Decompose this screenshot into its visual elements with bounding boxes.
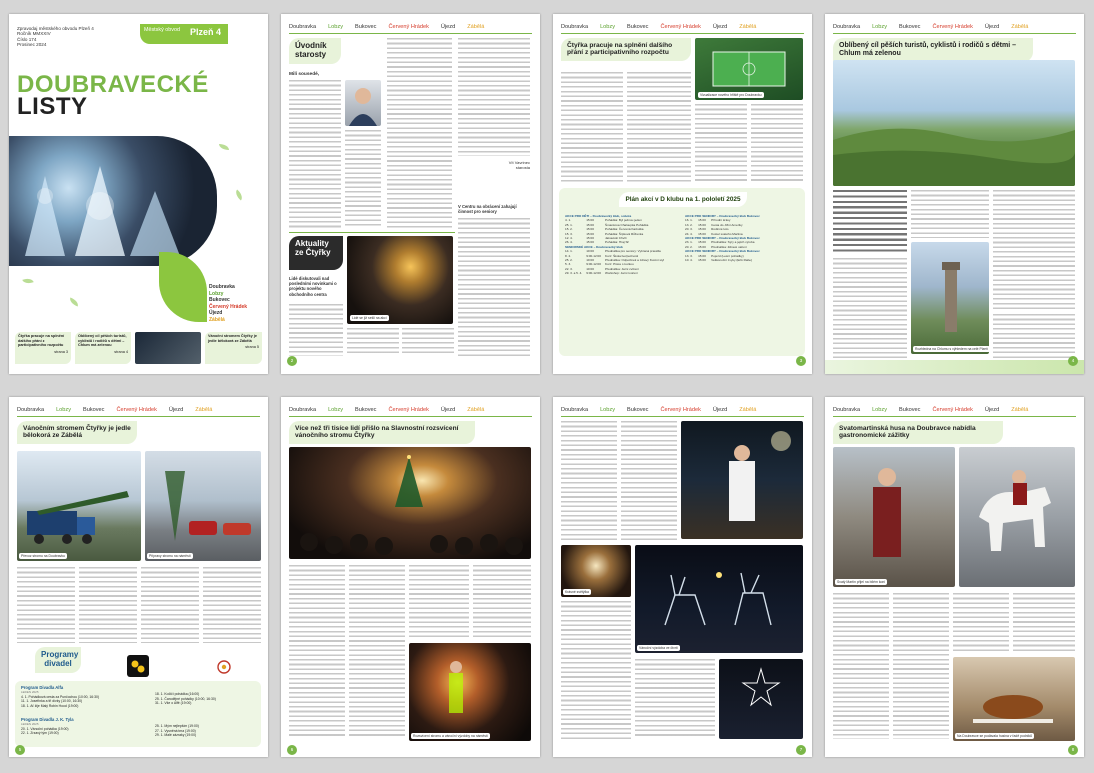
schedule-event: Šmankova Chaloupka Pohádka: [605, 222, 649, 227]
section-nav: [833, 24, 1076, 34]
teaser-page: strana 3: [54, 349, 68, 354]
page-number: 8: [1068, 745, 1078, 755]
news-photo: [347, 236, 453, 324]
nav-ujezd[interactable]: Újezd: [168, 407, 184, 413]
district-item: Újezd: [209, 310, 223, 317]
schedule-group-title: AKCE PRO DĚTI – Doubravecký klub, sobota: [565, 214, 632, 218]
schedule-event: Cesta do Jižní Ameriky: [711, 222, 743, 227]
schedule-event: Velikonoční zvyky (Erik Rabe): [711, 258, 753, 263]
nav-lobzy[interactable]: Lobzy: [328, 407, 343, 413]
nav-ujezd[interactable]: Újezd: [984, 24, 1000, 30]
text-column: [349, 565, 405, 739]
schedule-event: Přednáška pro seniory: Vybraná pravidla: [605, 249, 661, 254]
text-column: [289, 565, 345, 739]
nav-lobzy[interactable]: Lobzy: [328, 24, 343, 30]
page-2: [281, 14, 540, 374]
text-column: [473, 565, 531, 639]
feast-drawing: [953, 657, 1075, 741]
page-5: [9, 397, 268, 757]
news-heading: Aktuality ze Čtyřky: [289, 236, 343, 270]
news-lead: Lidé diskutovali nad posledními novinkami o projektu nového obchodního centra: [289, 276, 337, 297]
divider: [289, 232, 455, 233]
stage-photo: [409, 643, 531, 741]
alfa-subtitle: LEDEN 2025: [21, 690, 39, 694]
program-row: 18. 1. Ať žije Malý Robin Hood (19:00): [21, 703, 79, 708]
schedule-time: 10:00: [586, 266, 594, 271]
tree-crane-photo: [145, 451, 261, 561]
program-row: 27. 1. Vysněná tma (19:00): [155, 728, 196, 733]
schedule-date: 13. 3.: [685, 253, 693, 258]
alfa-program: [21, 685, 99, 708]
text-column: [561, 601, 631, 739]
nav-zabela[interactable]: Zábělá: [1011, 24, 1029, 30]
st-martin-photo: [833, 447, 955, 587]
page-number: 6: [287, 745, 297, 755]
schedule-date: 24. 4.: [685, 231, 693, 236]
schedule-time: 15:00: [586, 218, 594, 223]
schedule-event: Workshop: Jarní tvoření: [605, 271, 638, 276]
schedule-left: [563, 214, 681, 276]
schedule-group-title: SENIORSKÉ AKCE – Doubravecký klub: [565, 244, 623, 249]
nav-cerveny-hradek[interactable]: Červený Hrádek: [932, 24, 973, 30]
teaser-text: Oblíbený cíl pěších turistů, cyklistů i rodičů s dětmi – Chlum má zelenou: [78, 334, 127, 348]
text-column: [409, 565, 469, 639]
schedule-group-title: AKCE PRO SENIORY – Doubravecký klub Bukovec: [685, 214, 760, 218]
meta-line: Zpravodaj městského obvodu Plzeň 4: [17, 26, 94, 31]
text-column: [695, 104, 747, 182]
teaser-text: Čtyřka pracuje na splnění dalšího přání z participativního rozpočtu: [18, 334, 65, 348]
program-row: 11. 1. Josefínka a tři dívky (10:00, 16:30): [21, 699, 83, 704]
nav-zabela[interactable]: Zábělá: [467, 24, 485, 30]
schedule-event: Pohádka: Šípková Růženka: [605, 231, 644, 236]
teaser-box[interactable]: [15, 332, 71, 364]
text-column: [561, 421, 617, 541]
page-number: 4: [1068, 356, 1078, 366]
playground-drawing: [695, 38, 803, 100]
programs-box: [15, 681, 261, 747]
nav-ujezd[interactable]: Újezd: [440, 24, 456, 30]
schedule-time: 15:00: [698, 258, 706, 263]
schedule-right: [683, 214, 801, 262]
schedule-date: 25. 1.: [565, 222, 573, 227]
nav-doubravka[interactable]: Doubravka: [561, 24, 589, 30]
nav-bukovec[interactable]: Bukovec: [355, 24, 377, 30]
text-column: [751, 104, 803, 182]
klub-heading: Plán akcí v D klubu na 1. pololetí 2025: [619, 192, 747, 207]
photo-caption: Vánoční výzdoba ve čtvrti: [639, 646, 678, 650]
text-column: [993, 190, 1075, 310]
nav-cerveny-hradek[interactable]: Červený Hrádek: [388, 407, 429, 413]
schedule-time: 15:00: [698, 244, 706, 249]
schedule-time: 10:00: [586, 258, 594, 263]
teaser-photo: [135, 332, 201, 364]
nav-zabela[interactable]: Zábělá: [195, 407, 213, 413]
schedule-date: 16. 1.: [685, 218, 693, 223]
photo-caption: Vizualizace nového hřiště pro Doubravku: [700, 93, 762, 97]
meta-line: Ročník MMXXIV: [17, 31, 51, 37]
nav-zabela[interactable]: Zábělá: [1011, 407, 1029, 413]
text-column: [1013, 593, 1075, 653]
schedule-time: 9:00-12:00: [586, 271, 601, 276]
schedule-time: 15:00: [698, 240, 706, 245]
nav-lobzy[interactable]: Lobzy: [872, 24, 887, 30]
nav-zabela[interactable]: Zábělá: [467, 407, 485, 413]
text-column: [79, 567, 137, 643]
schedule-date: 15. 3.: [565, 231, 573, 236]
article-heading: Oblíbený cíl pěších turistů, cyklistů i rodičů s dětmi – Chlum má zelenou: [833, 38, 1033, 62]
text-column: [345, 130, 381, 228]
page-number: 7: [796, 745, 806, 755]
nav-bukovec[interactable]: Bukovec: [899, 407, 921, 413]
photo-caption: Na Doubravce se podávala husina v řadě podniků: [957, 734, 1033, 738]
lead-text-lines: [833, 190, 907, 252]
nav-cerveny-hradek[interactable]: Červený Hrádek: [388, 24, 429, 30]
article-heading: Čtyřka pracuje na splnění dalšího přání z participativního rozpočtu: [561, 38, 691, 61]
text-column: [289, 304, 343, 356]
schedule-date: 26. 4.: [565, 240, 573, 245]
district-item: Zábělá: [209, 316, 225, 323]
light-deer-photo: [635, 545, 803, 653]
district-item: Doubravka: [209, 284, 235, 290]
alfa-program-right: [155, 692, 216, 706]
text-column: [347, 328, 399, 356]
nav-cerveny-hradek[interactable]: Červený Hrádek: [116, 407, 157, 413]
nav-ujezd[interactable]: Újezd: [712, 407, 728, 413]
page-number: 5: [15, 745, 25, 755]
page-number: 2: [287, 356, 297, 366]
white-horse-photo: [959, 447, 1075, 587]
nav-lobzy[interactable]: Lobzy: [56, 407, 71, 413]
section-nav: [289, 24, 532, 34]
leaf-decor: [219, 144, 229, 150]
schedule-event: Přednáška: Jarní cvičení: [605, 266, 639, 271]
nav-doubravka[interactable]: Doubravka: [289, 407, 317, 413]
text-column: [561, 72, 623, 182]
horse-drawing: [959, 447, 1075, 587]
nav-doubravka[interactable]: Doubravka: [17, 407, 45, 413]
text-column: [141, 567, 199, 643]
schedule-date: 8. 2.: [565, 253, 572, 258]
schedule-event: Pojezd (Lesní pohádky): [711, 253, 744, 258]
text-column: [953, 593, 1009, 653]
nav-bukovec[interactable]: Bukovec: [83, 407, 105, 413]
nav-cerveny-hradek[interactable]: Červený Hrádek: [660, 24, 701, 30]
nav-lobzy[interactable]: Lobzy: [600, 407, 615, 413]
text-column: [833, 593, 889, 739]
program-row: 4. 1. Pohádková cesta za Punčochou (10:00, 16:30): [21, 694, 100, 699]
schedule-time: 15:00: [586, 240, 594, 245]
schedule-time: 15:00: [698, 231, 706, 236]
cover-meta: [17, 26, 94, 48]
page-3: [553, 14, 812, 374]
schedule-group-header: [683, 249, 762, 253]
djkt-subtitle: LEDEN 2025: [21, 722, 39, 726]
photo-caption: Lidé se již sešli na akci: [352, 316, 387, 320]
schedule-date: 15. 2.: [565, 227, 573, 232]
schedule-event: Přednáška: Zdravé vaření: [711, 244, 747, 249]
schedule-event: Kurz: Práce s kurkou: [605, 262, 634, 267]
schedule-event: Pohádka: Byl jednou jeden: [605, 218, 642, 223]
photo-caption: Krásné světýlka: [565, 590, 589, 594]
landscape-photo: [833, 60, 1075, 186]
meta-line: Prosinec 2024: [17, 42, 47, 48]
program-row: 22. 1. Zrzavý tým (19:00): [21, 731, 59, 736]
nav-ujezd[interactable]: Újezd: [984, 407, 1000, 413]
text-column: [289, 80, 341, 228]
truck-drawing: [17, 451, 141, 561]
teaser-box[interactable]: [205, 332, 262, 364]
text-column: [387, 38, 452, 228]
photo-caption: Svatý Martin přijel na bílém koni: [837, 580, 886, 584]
djkt-logo-drawing: [209, 659, 239, 675]
program-row: 18. 1. Kočičí pohádka (16:00): [155, 692, 200, 696]
photo-caption: Převoz stromu na Doubravku: [21, 554, 65, 558]
schedule-time: 15:00: [698, 227, 706, 232]
programs-heading: Programy divadel: [35, 647, 81, 673]
section-nav: [561, 407, 804, 417]
nav-doubravka[interactable]: Doubravka: [561, 407, 589, 413]
article-heading: Více než tři tisíce lidí přišlo na Slavnostní rozsvícení vánočního stromu Čtyřky: [289, 421, 475, 444]
schedule-date: 5. 3.: [565, 262, 572, 267]
playground-render: [695, 38, 803, 100]
cars-drawing: [145, 451, 261, 561]
priest-drawing: [681, 421, 803, 539]
schedule-time: 15:00: [586, 231, 594, 236]
schedule-event: Jakoukoli Chvíli: [605, 236, 627, 241]
schedule-time: 15:00: [586, 227, 594, 232]
masthead: [17, 71, 209, 120]
decor-band: [825, 360, 1084, 374]
text-column: [402, 328, 454, 356]
text-column: [911, 190, 989, 238]
program-row: 29. 1. Malé zázraky (19:00): [155, 733, 197, 738]
district-item: Bukovec: [209, 297, 230, 304]
news-subheading: V Centru na obrácení zahajují činnost pro seniory: [458, 204, 517, 215]
martin-drawing: [833, 447, 955, 587]
photo-caption: Rozsvícení stromu a vánoční výzdoby na náměstí: [413, 734, 488, 738]
star-lights-photo: [719, 659, 803, 739]
ice-sculpture-drawing: [9, 136, 217, 266]
mayor-portrait: [345, 80, 381, 126]
schedule-event: Rodinné léto: [711, 227, 729, 232]
alfa-title: Program Divadla Alfa: [21, 685, 64, 690]
nav-bukovec[interactable]: Bukovec: [627, 407, 649, 413]
schedule-time: 15:00: [698, 253, 706, 258]
signature-name: Vít Vavrinec: [508, 160, 530, 165]
section-nav: [833, 407, 1076, 417]
program-row: 31. 1. Vše o Alfě (19:00): [155, 701, 192, 706]
nav-doubravka[interactable]: Doubravka: [833, 407, 861, 413]
divadlo-alfa-logo: [127, 655, 149, 677]
meta-line: Číslo 174: [17, 36, 37, 42]
star-drawing: [719, 659, 803, 739]
badge-small: Městský obvod: [144, 27, 180, 33]
nav-ujezd[interactable]: Újezd: [712, 24, 728, 30]
article-lead: [833, 190, 907, 252]
text-column: [458, 38, 530, 156]
schedule-date: 20. 2.: [685, 244, 693, 249]
page-8: [825, 397, 1084, 757]
djkt-program: [21, 717, 74, 736]
nav-cerveny-hradek[interactable]: Červený Hrádek: [932, 407, 973, 413]
schedule-time: 15:00: [698, 218, 706, 223]
schedule-date: 13. 2.: [685, 222, 693, 227]
lights-photo: [561, 545, 631, 597]
schedule-date: 22. 3.: [565, 266, 573, 271]
signature: [458, 160, 530, 170]
nav-lobzy[interactable]: Lobzy: [600, 24, 615, 30]
schedule-table: [683, 214, 762, 262]
schedule-time: 15:00: [586, 236, 594, 241]
program-row: 25. 1. Čarodějné pohádky (10:00, 16:30): [155, 696, 216, 701]
nav-cerveny-hradek[interactable]: Červený Hrádek: [660, 407, 701, 413]
district-item: Červený Hrádek: [209, 303, 248, 310]
text-column: [17, 567, 75, 643]
text-column: [203, 567, 261, 643]
schedule-row: [563, 271, 666, 275]
schedule-date: 29. 3. a 5. 4.: [565, 271, 583, 276]
priest-photo: [681, 421, 803, 539]
schedule-time: 15:00: [698, 222, 706, 227]
crowd-photo: [289, 447, 531, 559]
section-nav: [17, 407, 260, 417]
district-list: [209, 284, 247, 324]
schedule-group-title: AKCE PRO SENIORY – Doubravecký klub Bukovec: [685, 236, 760, 241]
nav-bukovec[interactable]: Bukovec: [355, 407, 377, 413]
nav-zabela[interactable]: Zábělá: [739, 407, 757, 413]
district-badge: [140, 24, 228, 44]
schedule-event: Pohádka: Hraj Si!: [605, 240, 630, 245]
green-leaf-shape: [159, 252, 207, 322]
schedule-date: 23. 1.: [685, 240, 693, 245]
schedule-time: 9:00-12:00: [586, 253, 601, 258]
leaf-decor: [22, 276, 33, 285]
teaser-page: strana 4: [114, 349, 128, 354]
nav-ujezd[interactable]: Újezd: [440, 407, 456, 413]
goose-feast-photo: [953, 657, 1075, 741]
nav-bukovec[interactable]: Bukovec: [899, 24, 921, 30]
page-6: [281, 397, 540, 757]
article-heading: Svatomartinská husa na Doubravce nabídla gastronomické zážitky: [833, 421, 1003, 444]
teaser-box[interactable]: [75, 332, 131, 364]
tree-transport-photo: [17, 451, 141, 561]
text-column: [458, 218, 530, 356]
landscape-drawing: [833, 60, 1075, 186]
schedule-time: 15:00: [586, 222, 594, 227]
schedule-event: Přednáška: Sýry a jejich výroba: [711, 240, 755, 245]
portrait-figure: [345, 80, 381, 126]
text-column: [635, 659, 715, 739]
cover-photo-ice-sculptures: [9, 136, 217, 266]
text-column: [833, 258, 907, 358]
editorial-greeting: Milí sousedé,: [289, 72, 320, 77]
program-row: 20. 1. Vánoční pohádka (19:00): [21, 726, 69, 731]
nav-doubravka[interactable]: Doubravka: [833, 24, 861, 30]
nav-lobzy[interactable]: Lobzy: [872, 407, 887, 413]
lookout-tower-photo: [911, 242, 989, 354]
editorial-heading: Úvodník starosty: [289, 38, 341, 64]
crowd-drawing: [289, 447, 531, 559]
text-column: [893, 593, 949, 739]
program-row: 25. 1. Mým nejlepším (19:00): [155, 724, 199, 728]
schedule-event: Kurz: Škola bezpečnosti: [605, 253, 639, 258]
signature-role: starosta: [515, 165, 530, 170]
nav-zabela[interactable]: Zábělá: [739, 24, 757, 30]
text-column: [627, 72, 691, 182]
stage-drawing: [409, 643, 531, 741]
schedule-date: 4. 1.: [565, 218, 572, 223]
schedule-event: Přednáška: Odpočinek a zdravý životní styl: [605, 258, 665, 263]
djkt-title: Program Divadla J. K. Tyla: [21, 717, 74, 722]
article-heading: Vánočním stromem Čtyřky je jedle bělokorá ze Zábělá: [17, 421, 137, 444]
divadlo-j-k-tyla-logo: [209, 659, 239, 675]
schedule-date: 10. 4.: [685, 258, 693, 263]
nav-bukovec[interactable]: Bukovec: [627, 24, 649, 30]
schedule-date: 12. 4.: [565, 236, 573, 241]
tower-drawing: [911, 242, 989, 354]
text-column: [621, 421, 677, 541]
leaf-decor: [68, 297, 79, 306]
schedule-event: Pohádka: Červená Karkulka: [605, 227, 644, 232]
leaf-decor: [233, 189, 245, 200]
masthead-line1: DOUBRAVECKÉ: [17, 71, 209, 98]
deer-lights-drawing: [635, 545, 803, 653]
teaser-text: Vánoční stromem Čtyřky je jedle bělokorá ze Zábělá: [208, 334, 257, 343]
schedule-date: 14. 1.: [565, 249, 573, 254]
schedule-time: 9:00-12:00: [586, 262, 601, 267]
page-cover: [9, 14, 268, 374]
section-nav: [561, 24, 804, 34]
alfa-logo-drawing: [127, 655, 149, 677]
page-number: 3: [796, 356, 806, 366]
page-4: [825, 14, 1084, 374]
schedule-event: Přírodní krásy: [711, 218, 731, 223]
section-nav: [289, 407, 532, 417]
djkt-program-right: [155, 724, 199, 738]
badge-big: Plzeň 4: [190, 27, 222, 37]
schedule-date: 20. 3.: [685, 227, 693, 232]
schedule-time: 10:00: [586, 249, 594, 254]
schedule-row: [683, 258, 762, 262]
photo-caption: Rozhledna na Chlumu s výhledem na celé Plzeň: [915, 347, 988, 351]
masthead-line2: LISTY: [17, 93, 88, 120]
teaser-page: strana 5: [245, 345, 259, 350]
schedule-date: 25. 2.: [565, 258, 573, 263]
nav-doubravka[interactable]: Doubravka: [289, 24, 317, 30]
district-item: Lobzy: [209, 290, 224, 297]
text-column: [993, 314, 1075, 358]
schedule-group-title: AKCE PRO SENIORY – Doubravecký klub Bukovec: [685, 249, 760, 254]
schedule-event: Kostel svatého Martina: [711, 231, 743, 236]
photo-caption: Přípravy stromu na náměstí: [149, 554, 191, 558]
page-7: [553, 397, 812, 757]
schedule-table: [563, 214, 666, 276]
